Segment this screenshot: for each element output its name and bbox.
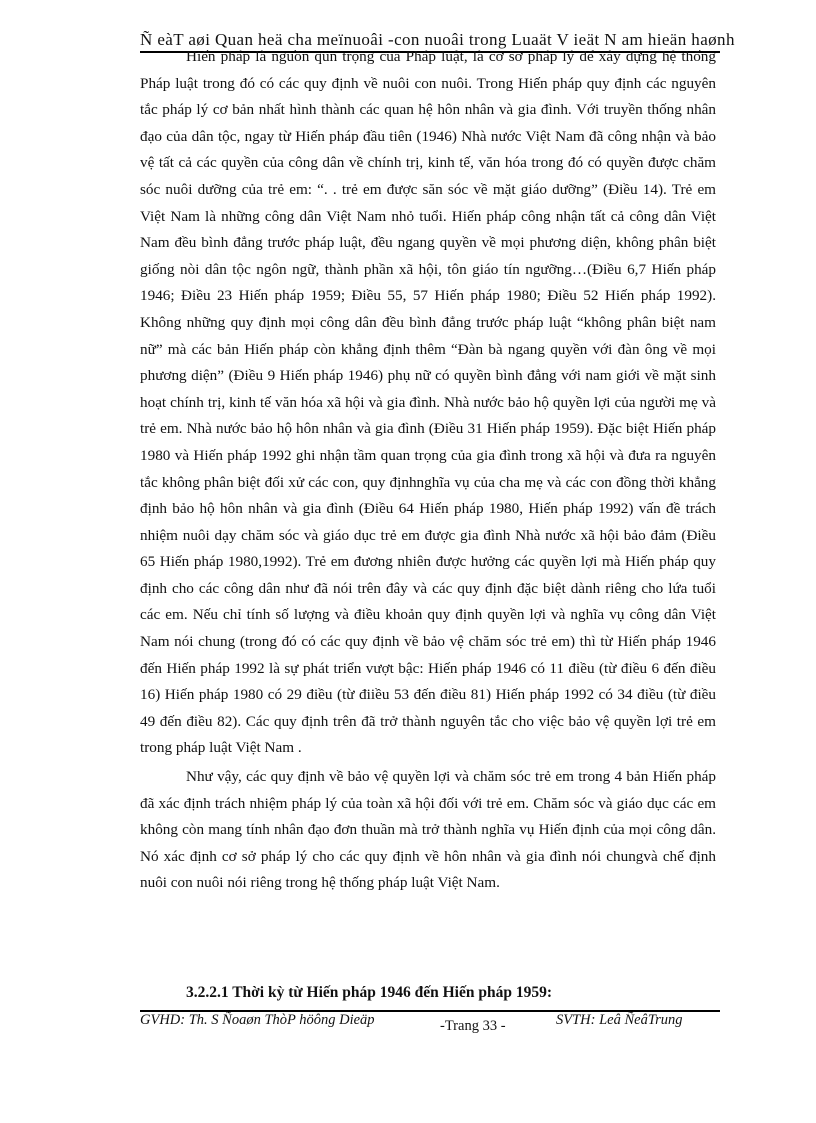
footer-advisor: GVHD: Th. S Ñoaøn ThòP höông Dieäp [140, 1012, 375, 1028]
paragraph-1: Hiến pháp là nguồn qun trọng của Pháp luật, là cơ sở pháp lý để xây dựng hệ thống Pháp luật trong đó có các quy định về nuôi con nuôi. Trong Hiến pháp quy định các nguyên tắc pháp lý cơ bản nhất hình thành các quan hệ hôn nhân và gia đình. Với truyền thống nhân đạo của dân tộc, ngay từ Hiến pháp đầu tiên (1946) Nhà nước Việt Nam đã công nhận và bảo vệ tất cả các quyền của công dân về chính trị, kinh tế, văn hóa trong đó có quyền được chăm sóc nuôi dưỡng của trẻ em: “. . trẻ em được săn sóc về mặt giáo dưỡng” (Điều 14). Trẻ em Việt Nam là những công dân Việt Nam nhỏ tuổi. Hiến pháp công nhận tất cả công dân Việt Nam đều bình đẳng trước pháp luật, đều ngang quyền về mọi phương diện, không phân biệt giống nòi dân tộc ngôn ngữ, thành phần xã hội, tôn giáo tín ngưỡng…(Điều 6,7 Hiến pháp 1946; Điều 23 Hiến pháp 1959; Điều 55, 57 Hiến pháp 1980; Điều 52 Hiến pháp 1992). Không những quy định mọi công dân đều bình đẳng trước pháp luật “không phân biệt nam nữ” mà các bản Hiến pháp còn khẳng định thêm “Đàn bà ngang quyền với đàn ông về mọi phương diện” (Điều 9 Hiến pháp 1946) phụ nữ có quyền bình đẳng với nam giới về mặt sinh hoạt chính trị, kinh tế văn hóa xã hội và gia đình. Nhà nước bảo hộ quyền lợi của người mẹ và trẻ em. Nhà nước bảo hộ hôn nhân và gia đình (Điều 31 Hiến pháp 1959). Đặc biệt Hiến pháp 1980 và Hiến pháp 1992 ghi nhận tầm quan trọng của gia đình trong xã hội và đưa ra nguyên tắc không phân biệt đối xử các con, quy địnhnghĩa vụ của cha mẹ và các con đồng thời khẳng định bảo hộ hôn nhân và gia đình (Điều 64 Hiến pháp 1980, Hiến pháp 1992) vấn đề trách nhiệm nuôi dạy chăm sóc và giáo dục trẻ em được gia đình Nhà nước xã hội bảo đảm (Điều 65 Hiến pháp 1980,1992). Trẻ em đương nhiên được hưởng các quyền lợi mà Hiến pháp quy định cho các công dân như đã nói trên đây và các quy định đặc biệt dành riêng cho lứa tuổi các em. Nếu chỉ tính số lượng và điều khoản quy định quyền lợi và nghĩa vụ công dân Việt Nam nói chung (trong đó có các quy định về bảo vệ chăm sóc trẻ em) thì từ Hiến pháp 1946 đến Hiến pháp 1992 là sự phát triển vượt bậc: Hiến pháp 1946 có 11 điều (từ điều 6 đến điều 16) Hiến pháp 1980 có 29 điều (từ điiều 53 đến điều 81) Hiến pháp 1992 có 34 điều (từ điều 49 đến điều 82). Các quy định trên đã trở thành nguyên tắc cho việc bảo vệ quyền lợi trẻ em trong pháp luật Việt Nam . [140, 48, 716, 757]
page-number: -Trang 33 - [440, 1018, 506, 1034]
section-heading: 3.2.2.1 Thời kỳ từ Hiến pháp 1946 đến Hiến pháp 1959: [186, 984, 553, 1001]
footer-student: SVTH: Leâ ÑeâTrung [556, 1012, 683, 1028]
body-text [140, 44, 716, 897]
paragraph-2: Như vậy, các quy định về bảo vệ quyền lợi và chăm sóc trẻ em trong 4 bản Hiến pháp đã xác định trách nhiệm pháp lý của toàn xã hội đối với trẻ em. Chăm sóc và giáo dục các em không còn mang tính nhân đạo đơn thuần mà trở thành nghĩa vụ Hiến định của mọi công dân. Nó xác định cơ sở pháp lý cho các quy định về hôn nhân và gia đình nói chungvà chế định nuôi con nuôi nói riêng trong hệ thống pháp luật Việt Nam. [140, 768, 716, 892]
page-header: Ñ eàT aøi Quan heä cha meïnuoâi -con nuoâi trong Luaät V ieät N am hieän haønh [140, 30, 735, 49]
